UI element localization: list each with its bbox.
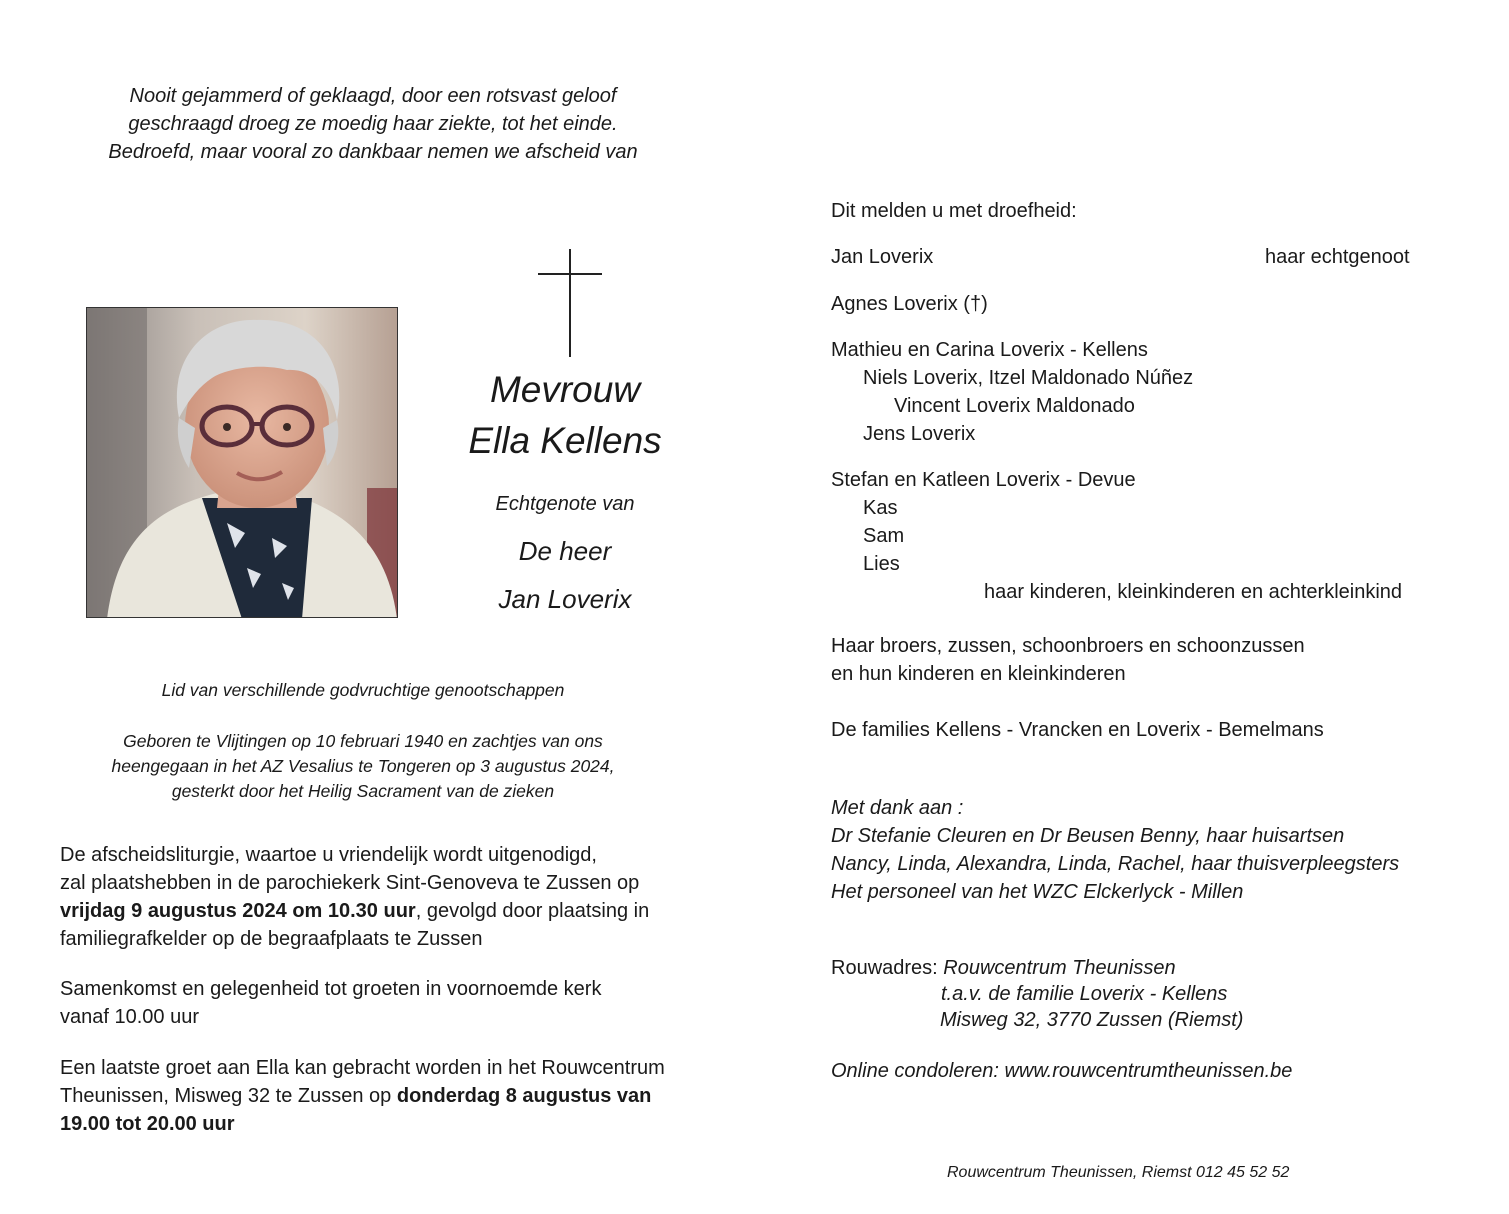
- thanks-line: Met dank aan :: [831, 797, 964, 819]
- thanks-line: Het personeel van het WZC Elckerlyck - Millen: [831, 881, 1244, 903]
- family-spouse-role: haar echtgenoot: [1265, 246, 1410, 268]
- visit-line: 19.00 tot 20.00 uur: [60, 1113, 235, 1135]
- intro-line: Nooit gejammerd of geklaagd, door een rotsvast geloof: [129, 85, 617, 107]
- family-member: Niels Loverix, Itzel Maldonado Núñez: [863, 367, 1194, 389]
- siblings-line: en hun kinderen en kleinkinderen: [831, 663, 1126, 685]
- relation-label: Echtgenote van: [495, 493, 635, 515]
- intro-line: geschraagd droeg ze moedig haar ziekte, tot het einde.: [128, 113, 618, 135]
- deceased-name-block: [440, 364, 690, 618]
- birth-death-text: [60, 729, 666, 804]
- address-line: t.a.v. de familie Loverix - Kellens: [941, 983, 1228, 1005]
- family-agnes: Agnes Loverix (†): [831, 293, 988, 315]
- gathering-line: Samenkomst en gelegenheid tot groeten in voornoemde kerk: [60, 978, 602, 1000]
- deceased-title: Mevrouw: [489, 369, 641, 410]
- children-role: haar kinderen, kleinkinderen en achterkleinkind: [984, 581, 1403, 603]
- visit-line: Een laatste groet aan Ella kan gebracht worden in het Rouwcentrum: [60, 1057, 665, 1079]
- family-member: Mathieu en Carina Loverix - Kellens: [831, 339, 1148, 361]
- address-line: Rouwadres: Rouwcentrum Theunissen: [831, 957, 1176, 979]
- born-line: Geboren te Vlijtingen op 10 februari 1940 en zachtjes van ons: [123, 731, 603, 751]
- spouse-name: Jan Loverix: [498, 584, 632, 614]
- liturgy-line: De afscheidsliturgie, waartoe u vriendelijk wordt uitgenodigd,: [60, 844, 597, 866]
- family-member: Vincent Loverix Maldonado: [894, 395, 1135, 417]
- spouse-title: De heer: [518, 536, 612, 566]
- intro-line: Bedroefd, maar vooral zo dankbaar nemen we afscheid van: [108, 141, 638, 163]
- thanks-line: Nancy, Linda, Alexandra, Linda, Rachel, haar thuisverpleegsters: [831, 853, 1400, 875]
- family-member: Kas: [863, 497, 898, 519]
- cross-icon: [538, 249, 602, 357]
- address-label: Rouwadres:: [831, 957, 944, 979]
- visit-paragraph: [60, 1054, 720, 1138]
- family-stefan-group: [831, 466, 1136, 578]
- footer: Rouwcentrum Theunissen, Riemst 012 45 52 52: [947, 1164, 1290, 1181]
- siblings: [831, 632, 1305, 688]
- gathering-paragraph: [60, 975, 720, 1031]
- liturgy-date: vrijdag 9 augustus 2024 om 10.30 uur: [60, 900, 416, 922]
- visit-line: Theunissen, Misweg 32 te Zussen op donderdag 8 augustus van: [60, 1085, 652, 1107]
- siblings-line: Haar broers, zussen, schoonbroers en schoonzussen: [831, 635, 1305, 657]
- families: De families Kellens - Vrancken en Loverix - Bemelmans: [831, 719, 1324, 741]
- family-member: Jens Loverix: [863, 423, 976, 445]
- address-block: [831, 955, 1243, 1033]
- thanks-block: [831, 794, 1399, 906]
- liturgy-paragraph: [60, 841, 720, 953]
- thanks-line: Dr Stefanie Cleuren en Dr Beusen Benny, haar huisartsen: [831, 825, 1345, 847]
- intro-text: [60, 82, 686, 166]
- family-mathieu-group: [831, 336, 1193, 448]
- address-line: Misweg 32, 3770 Zussen (Riemst): [940, 1009, 1244, 1031]
- family-member: Sam: [863, 525, 905, 547]
- gathering-line: vanaf 10.00 uur: [60, 1006, 199, 1028]
- family-member: Lies: [863, 553, 900, 575]
- announcement: Dit melden u met droefheid:: [831, 200, 1077, 222]
- liturgy-line: zal plaatshebben in de parochiekerk Sint-Genoveva te Zussen op: [60, 872, 640, 894]
- deceased-name: Ella Kellens: [468, 420, 662, 461]
- liturgy-line: familiegrafkelder op de begraafplaats te Zussen: [60, 928, 483, 950]
- family-spouse: Jan Loverix: [831, 246, 934, 268]
- portrait-photo: [86, 307, 398, 618]
- online-condolence-link[interactable]: Online condoleren: www.rouwcentrumtheunissen.be: [831, 1060, 1293, 1082]
- born-line: heengegaan in het AZ Vesalius te Tongeren op 3 augustus 2024,: [111, 756, 615, 776]
- liturgy-line: vrijdag 9 augustus 2024 om 10.30 uur, gevolgd door plaatsing in: [60, 900, 650, 922]
- family-member: Stefan en Katleen Loverix - Devue: [831, 469, 1136, 491]
- born-line: gesterkt door het Heilig Sacrament van de zieken: [171, 781, 555, 801]
- membership-text: Lid van verschillende godvruchtige genootschappen: [161, 680, 565, 700]
